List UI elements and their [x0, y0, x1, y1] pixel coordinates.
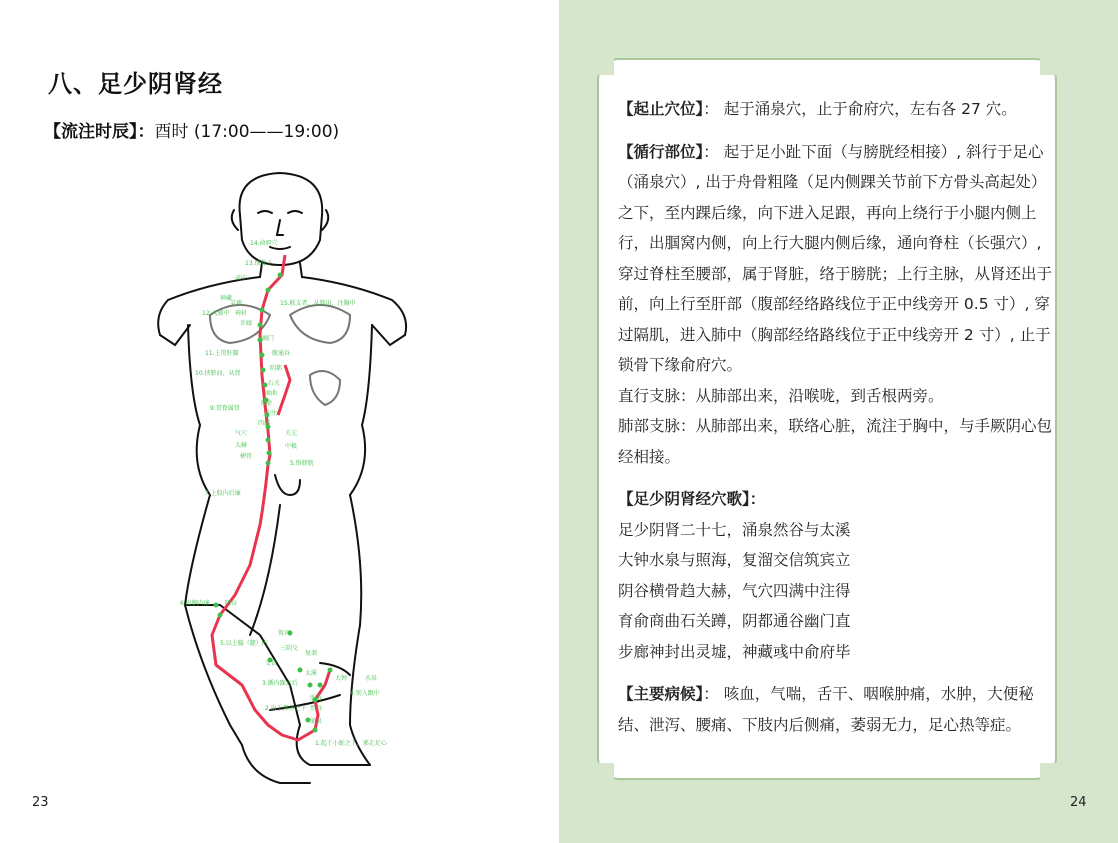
song-line: 足少阴肾二十七，涌泉然谷与太溪: [618, 520, 851, 539]
figure-label: 步廊: [240, 320, 253, 327]
acupoint-dot: [260, 353, 265, 358]
song-line: 大钟水泉与照海，复溜交信筑宾立: [618, 551, 851, 569]
figure-label: 7.上股内后廉: [205, 490, 241, 497]
page-number-right: 24: [1070, 795, 1087, 810]
acupoint-dot: [266, 461, 271, 466]
figure-label: 2.出于然谷之下: [265, 705, 307, 712]
figure-label: 阴都: [270, 365, 283, 372]
figure-label: 神藏: [220, 295, 233, 302]
main-symptoms: [618, 679, 1058, 740]
figure-label: 育俞: [260, 400, 273, 407]
figure-label: 石关: [268, 380, 281, 387]
figure-label: 5.络膀胱: [290, 460, 314, 467]
acupoint-dot: [260, 308, 265, 313]
time-value: 酉时 (17:00——19:00): [154, 122, 340, 142]
start-end-tag: 【起止穴位】: [618, 100, 704, 118]
figure-label: 大赫: [235, 442, 248, 449]
acupoint-dot: [318, 683, 323, 688]
acupoint-dot: [298, 668, 303, 673]
figure-label: 筑宾: [278, 630, 291, 637]
acupoint-dot: [328, 668, 333, 673]
figure-label: 腹通谷: [272, 350, 291, 357]
acupoint-dot: [218, 613, 223, 618]
figure-label: 3.循内踝之后: [262, 680, 298, 687]
acupoint-dot: [267, 451, 272, 456]
acupoint-dot: [261, 368, 266, 373]
card-content: [618, 94, 1058, 740]
flow-time: [44, 117, 339, 142]
figure-label: 气穴: [235, 430, 248, 437]
song-title: 【足少阴肾经穴歌】：: [618, 490, 766, 508]
page-number-left: 23: [32, 795, 49, 810]
figure-label: 中极: [285, 443, 298, 450]
card-corner-bl: [596, 763, 614, 781]
figure-label: 9.贯脊属肾: [210, 405, 240, 412]
meridian-figure: [150, 165, 415, 790]
straight-branch: 直行支脉：从肺部出来，沿喉咙，到舌根两旁。: [618, 386, 944, 405]
acupoint-dot: [313, 728, 318, 733]
acupoint-dot: [278, 273, 283, 278]
figure-label: 复溜: [305, 650, 318, 657]
figure-label: 关元: [285, 430, 298, 437]
figure-label: 神封: [235, 310, 248, 317]
figure-label: 4.别入跟中: [350, 690, 380, 697]
figure-label: 幽门: [262, 335, 275, 342]
figure-label: 阴谷: [225, 600, 238, 607]
card-corner-br: [1040, 763, 1058, 781]
figure-label: 太溪: [305, 670, 318, 677]
time-tag: 【流注时辰】：: [44, 122, 155, 142]
figure-label: 照海: [310, 695, 323, 702]
figure-label: 大钟: [335, 675, 348, 682]
start-end-points: [618, 94, 1058, 125]
route-text: ： 起于足小趾下面（与膀胱经相接）, 斜行于足心（涌泉穴）, 出于舟骨粗隆（足内侧踝关节前下方骨头高起处）之下，至内踝后缘，向下进入足跟，再向上绕行于小腿内侧上行，出腘窝内侧，向上行大腿内侧后缘，通向脊柱（长强穴）, 穿过脊柱至腰部，属于肾脏，络于膀胱；上行主脉，从肾还出于前，向上行至肝部（腹部经络路线位于正中线旁开 0.5 寸）, 穿过隔肌，进入肺中（胸部经络路线位于正中线旁开 2 寸）, 止于锁骨下缘俞府穴。: [618, 142, 1053, 374]
figure-label: 四满: [258, 420, 271, 427]
figure-label: 或中: [235, 275, 248, 282]
figure-label: 10.挟脐而，从肾: [195, 370, 241, 377]
figure-label: 灵墟: [230, 300, 243, 307]
figure-label: 横骨: [240, 453, 253, 460]
song-line: 阴谷横骨趋大赫，气穴四满中注得: [618, 581, 851, 600]
figure-label: 5.以上腨（腿）内: [220, 640, 268, 647]
symptoms-tag: 【主要病候】: [618, 685, 704, 703]
figure-label: 12.入肺中: [202, 310, 230, 317]
figure-label: 水泉: [365, 675, 378, 682]
route-tag: 【循行部位】: [618, 142, 704, 161]
figure-label: 6.出腘内廉: [180, 600, 210, 607]
start-end-text: ： 起于涌泉穴，止于俞府穴，左右各 27 穴。: [703, 100, 1017, 118]
figure-label: 商曲: [265, 390, 278, 397]
acupoint-dot: [258, 323, 263, 328]
acupoint-dot: [266, 438, 271, 443]
figure-label: 涌泉: [310, 718, 323, 725]
figure-label: 11.上贯肝膈: [205, 350, 239, 357]
card-corner-tr: [1040, 57, 1058, 75]
card-corner-tl: [596, 57, 614, 75]
lung-branch: 肺部支脉：从肺部出来，联络心脏，流注于胸中，与手厥阴心包经相接。: [618, 417, 1053, 466]
figure-label: 15.联支者，从肺出，注胸中: [280, 300, 356, 307]
figure-label: 14.俞府穴: [250, 240, 278, 247]
figure-label: 然谷: [310, 705, 323, 712]
song-line: 育俞商曲石关蹲，阴都通谷幽门直: [618, 612, 851, 630]
figure-label: 交信: [265, 660, 278, 667]
acupoint-dot: [214, 603, 219, 608]
figure-label: 三阴交: [280, 645, 299, 652]
chapter-title: 八、足少阴肾经: [48, 70, 223, 98]
route: [618, 137, 1058, 381]
figure-label: 13.锁骨下: [245, 260, 273, 267]
symptoms-text: ： 咳血，气喘，舌干、咽喉肿痛，水肿，大便秘结、泄泻、腰痛、下肢内后侧痛，萎弱无力，足心热等症。: [618, 685, 1034, 734]
figure-label: 1.起于小趾之下，邪走足心: [315, 740, 387, 747]
acupoint-dot: [266, 288, 271, 293]
figure-label: 中注: [265, 410, 278, 417]
acupoint-dot: [263, 383, 268, 388]
song-line: 步廊神封出灵墟，神藏彧中俞府毕: [618, 642, 851, 661]
acupoint-dot: [308, 683, 313, 688]
